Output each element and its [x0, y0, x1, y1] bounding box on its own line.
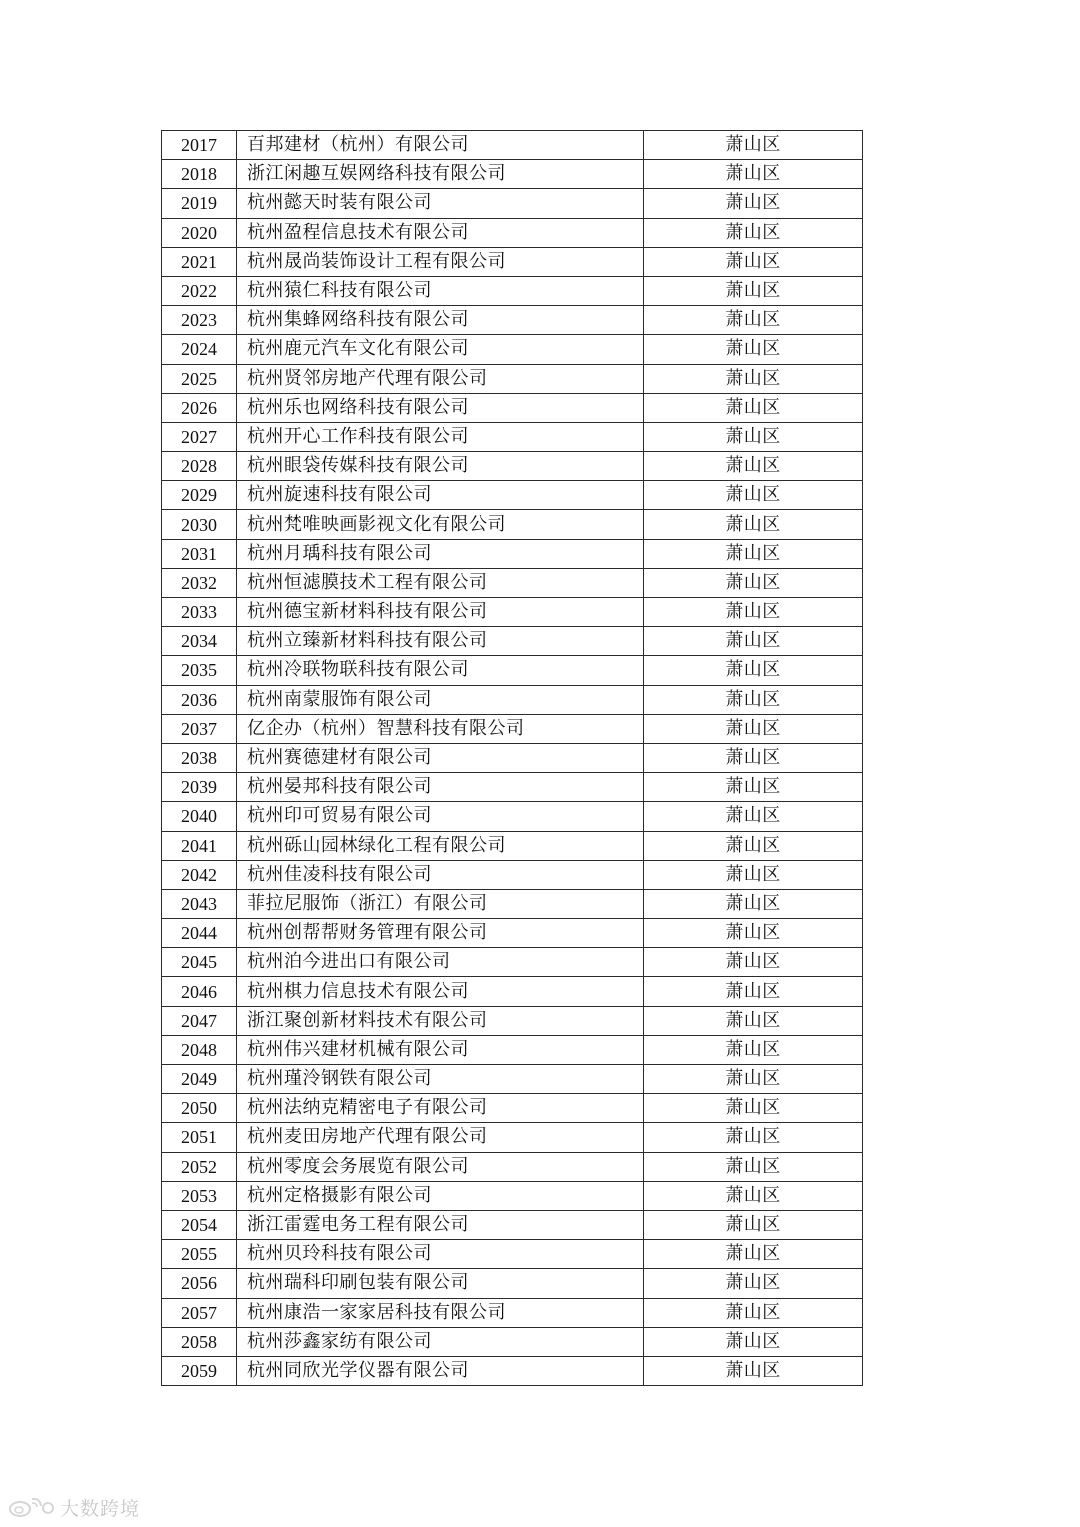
company-name: 杭州零度会务展览有限公司	[237, 1152, 644, 1181]
table-row	[162, 452, 863, 481]
district: 萧山区	[644, 1240, 863, 1269]
district: 萧山区	[644, 860, 863, 889]
district: 萧山区	[644, 1210, 863, 1239]
company-name: 杭州南蒙服饰有限公司	[237, 685, 644, 714]
row-number: 2040	[162, 802, 237, 831]
district: 萧山区	[644, 160, 863, 189]
company-name: 亿企办（杭州）智慧科技有限公司	[237, 714, 644, 743]
district: 萧山区	[644, 1094, 863, 1123]
table-row	[162, 889, 863, 918]
table-row	[162, 1152, 863, 1181]
table-row	[162, 802, 863, 831]
table-row	[162, 948, 863, 977]
row-number: 2050	[162, 1094, 237, 1123]
district: 萧山区	[644, 743, 863, 772]
company-name: 杭州印可贸易有限公司	[237, 802, 644, 831]
district: 萧山区	[644, 685, 863, 714]
row-number: 2017	[162, 131, 237, 160]
district: 萧山区	[644, 889, 863, 918]
table-row	[162, 218, 863, 247]
row-number: 2053	[162, 1181, 237, 1210]
table-row	[162, 160, 863, 189]
district: 萧山区	[644, 393, 863, 422]
company-name: 百邦建材（杭州）有限公司	[237, 131, 644, 160]
company-name: 杭州赛德建材有限公司	[237, 743, 644, 772]
company-name: 杭州贤邻房地产代理有限公司	[237, 364, 644, 393]
company-name: 杭州晏邦科技有限公司	[237, 773, 644, 802]
weibo-logo-icon	[8, 1495, 54, 1519]
watermark-text: 大数跨境	[60, 1497, 141, 1520]
table-row	[162, 977, 863, 1006]
company-name: 杭州创帮帮财务管理有限公司	[237, 919, 644, 948]
row-number: 2057	[162, 1298, 237, 1327]
district: 萧山区	[644, 539, 863, 568]
row-number: 2038	[162, 743, 237, 772]
company-name: 杭州麦田房地产代理有限公司	[237, 1123, 644, 1152]
company-name: 杭州开心工作科技有限公司	[237, 422, 644, 451]
row-number: 2041	[162, 831, 237, 860]
company-name: 杭州棋力信息技术有限公司	[237, 977, 644, 1006]
company-name: 杭州同欣光学仪器有限公司	[237, 1356, 644, 1385]
district: 萧山区	[644, 452, 863, 481]
district: 萧山区	[644, 218, 863, 247]
district: 萧山区	[644, 948, 863, 977]
table-row	[162, 831, 863, 860]
row-number: 2023	[162, 306, 237, 335]
row-number: 2058	[162, 1327, 237, 1356]
row-number: 2049	[162, 1065, 237, 1094]
table-row	[162, 422, 863, 451]
table-row	[162, 1123, 863, 1152]
company-name: 浙江聚创新材料技术有限公司	[237, 1006, 644, 1035]
table-row	[162, 1269, 863, 1298]
table-row	[162, 1356, 863, 1385]
table-row	[162, 539, 863, 568]
row-number: 2042	[162, 860, 237, 889]
row-number: 2019	[162, 189, 237, 218]
row-number: 2045	[162, 948, 237, 977]
company-name: 杭州冷联物联科技有限公司	[237, 656, 644, 685]
district: 萧山区	[644, 656, 863, 685]
company-name: 杭州梵唯映画影视文化有限公司	[237, 510, 644, 539]
table-row	[162, 568, 863, 597]
row-number: 2046	[162, 977, 237, 1006]
company-name: 杭州立臻新材料科技有限公司	[237, 627, 644, 656]
district: 萧山区	[644, 335, 863, 364]
row-number: 2056	[162, 1269, 237, 1298]
table-row	[162, 685, 863, 714]
company-name: 杭州砾山园林绿化工程有限公司	[237, 831, 644, 860]
company-table	[161, 130, 863, 1386]
district: 萧山区	[644, 919, 863, 948]
row-number: 2033	[162, 598, 237, 627]
table-row	[162, 656, 863, 685]
row-number: 2021	[162, 247, 237, 276]
company-name: 杭州瑾泠钢铁有限公司	[237, 1065, 644, 1094]
district: 萧山区	[644, 598, 863, 627]
table-row	[162, 627, 863, 656]
district: 萧山区	[644, 131, 863, 160]
district: 萧山区	[644, 977, 863, 1006]
table-row	[162, 276, 863, 305]
district: 萧山区	[644, 831, 863, 860]
table-row	[162, 1210, 863, 1239]
row-number: 2024	[162, 335, 237, 364]
table-row	[162, 1035, 863, 1064]
table-row	[162, 510, 863, 539]
row-number: 2022	[162, 276, 237, 305]
table-row	[162, 481, 863, 510]
company-name: 浙江雷霆电务工程有限公司	[237, 1210, 644, 1239]
company-name: 杭州康浩一家家居科技有限公司	[237, 1298, 644, 1327]
district: 萧山区	[644, 1181, 863, 1210]
table-row	[162, 1065, 863, 1094]
company-name: 杭州盈程信息技术有限公司	[237, 218, 644, 247]
row-number: 2044	[162, 919, 237, 948]
table-row	[162, 1240, 863, 1269]
district: 萧山区	[644, 481, 863, 510]
district: 萧山区	[644, 1123, 863, 1152]
district: 萧山区	[644, 1035, 863, 1064]
table-row	[162, 743, 863, 772]
district: 萧山区	[644, 1356, 863, 1385]
table-row	[162, 598, 863, 627]
district: 萧山区	[644, 802, 863, 831]
company-name: 杭州瑞科印刷包装有限公司	[237, 1269, 644, 1298]
table-row	[162, 1006, 863, 1035]
company-name: 杭州月瑀科技有限公司	[237, 539, 644, 568]
district: 萧山区	[644, 276, 863, 305]
row-number: 2036	[162, 685, 237, 714]
company-name: 杭州乐也网络科技有限公司	[237, 393, 644, 422]
district: 萧山区	[644, 364, 863, 393]
district: 萧山区	[644, 247, 863, 276]
company-name: 菲拉尼服饰（浙江）有限公司	[237, 889, 644, 918]
company-name: 杭州伟兴建材机械有限公司	[237, 1035, 644, 1064]
table-row	[162, 714, 863, 743]
table-row	[162, 364, 863, 393]
table-row	[162, 1298, 863, 1327]
company-name: 杭州法纳克精密电子有限公司	[237, 1094, 644, 1123]
company-name: 杭州定格摄影有限公司	[237, 1181, 644, 1210]
district: 萧山区	[644, 627, 863, 656]
company-name: 杭州集蜂网络科技有限公司	[237, 306, 644, 335]
row-number: 2048	[162, 1035, 237, 1064]
row-number: 2054	[162, 1210, 237, 1239]
row-number: 2027	[162, 422, 237, 451]
company-name: 杭州泊今进出口有限公司	[237, 948, 644, 977]
watermark	[8, 1492, 140, 1522]
row-number: 2051	[162, 1123, 237, 1152]
table-row	[162, 919, 863, 948]
company-name: 杭州莎鑫家纺有限公司	[237, 1327, 644, 1356]
row-number: 2018	[162, 160, 237, 189]
table-row	[162, 860, 863, 889]
table-row	[162, 131, 863, 160]
district: 萧山区	[644, 306, 863, 335]
company-name: 杭州懿天时装有限公司	[237, 189, 644, 218]
company-name: 杭州恒滤膜技术工程有限公司	[237, 568, 644, 597]
row-number: 2034	[162, 627, 237, 656]
district: 萧山区	[644, 510, 863, 539]
district: 萧山区	[644, 1065, 863, 1094]
district: 萧山区	[644, 773, 863, 802]
row-number: 2037	[162, 714, 237, 743]
row-number: 2020	[162, 218, 237, 247]
company-name: 杭州眼袋传媒科技有限公司	[237, 452, 644, 481]
district: 萧山区	[644, 568, 863, 597]
table-row	[162, 773, 863, 802]
row-number: 2028	[162, 452, 237, 481]
table-row	[162, 306, 863, 335]
company-name: 杭州旋速科技有限公司	[237, 481, 644, 510]
company-name: 杭州猿仁科技有限公司	[237, 276, 644, 305]
company-name: 杭州晟尚装饰设计工程有限公司	[237, 247, 644, 276]
row-number: 2031	[162, 539, 237, 568]
company-table-body	[162, 131, 863, 1386]
table-row	[162, 189, 863, 218]
table-row	[162, 1094, 863, 1123]
table-row	[162, 1181, 863, 1210]
company-name: 杭州贝玲科技有限公司	[237, 1240, 644, 1269]
row-number: 2026	[162, 393, 237, 422]
company-name: 杭州鹿元汽车文化有限公司	[237, 335, 644, 364]
company-name: 杭州德宝新材料科技有限公司	[237, 598, 644, 627]
district: 萧山区	[644, 1298, 863, 1327]
district: 萧山区	[644, 1152, 863, 1181]
table-row	[162, 247, 863, 276]
district: 萧山区	[644, 1006, 863, 1035]
district: 萧山区	[644, 422, 863, 451]
row-number: 2035	[162, 656, 237, 685]
district: 萧山区	[644, 1327, 863, 1356]
row-number: 2047	[162, 1006, 237, 1035]
row-number: 2030	[162, 510, 237, 539]
table-row	[162, 335, 863, 364]
row-number: 2043	[162, 889, 237, 918]
table-row	[162, 393, 863, 422]
row-number: 2025	[162, 364, 237, 393]
company-name: 浙江闲趣互娱网络科技有限公司	[237, 160, 644, 189]
district: 萧山区	[644, 1269, 863, 1298]
row-number: 2039	[162, 773, 237, 802]
row-number: 2059	[162, 1356, 237, 1385]
row-number: 2055	[162, 1240, 237, 1269]
row-number: 2029	[162, 481, 237, 510]
district: 萧山区	[644, 714, 863, 743]
row-number: 2052	[162, 1152, 237, 1181]
company-name: 杭州佳凌科技有限公司	[237, 860, 644, 889]
row-number: 2032	[162, 568, 237, 597]
table-row	[162, 1327, 863, 1356]
district: 萧山区	[644, 189, 863, 218]
